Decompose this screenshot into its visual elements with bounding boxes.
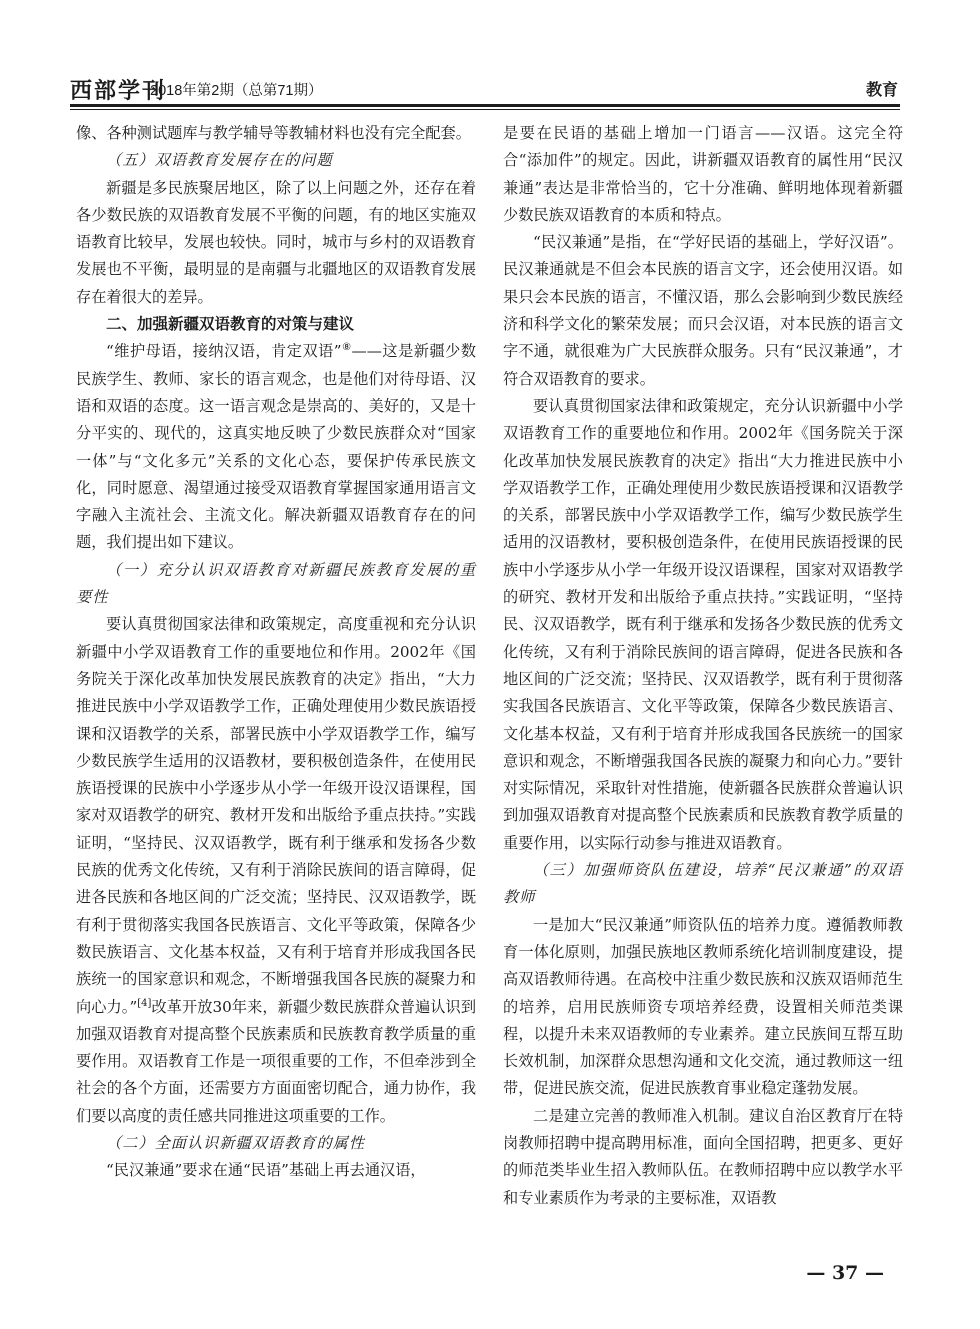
paragraph: “民汉兼通”是指，在“学好民语的基础上，学好汉语”。民汉兼通就是不但会本民族的语言文字，还会使用汉语。如果只会本民族的语言，不懂汉语，那么会影响到少数民族经济和科学文化的繁荣发展；而只会汉语，对本民族的语言文字不通，就很难为广大民族群众服务。只有“民汉兼通”，才符合双语教育的要求。 [503,233,903,388]
section-title: 教育 [865,80,898,99]
right-column [503,120,903,1212]
left-column [76,120,476,1185]
subsection-heading: （三）加强师资队伍建设，培养“民汉兼通”的双语教师 [503,861,903,907]
paragraph-text: 改革开放30年来，新疆少数民族群众普遍认识到加强双语教育对提高整个民族素质和民族教育教学质量的重要作用。双语教育工作是一项很重要的工作，不但牵涉到全社会的各个方面，还需要方方面面密切配合，通力协作，我们要以高度的责任感共同推进这项重要的工作。 [76,997,477,1125]
paragraph: 是要在民语的基础上增加一门语言——汉语。这完全符合“添加件”的规定。因此，讲新疆双语教育的属性用“民汉兼通”表达是非常恰当的，它十分准确、鲜明地体现着新疆少数民族双语教育的本质和特点。 [503,124,903,224]
footnote-ref: ⑧ [341,342,352,354]
paragraph: 像、各种测试题库与教学辅导等教辅材料也没有完全配套。 [76,124,471,142]
journal-logo: 西部学刊 [70,78,167,104]
paragraph-text: 要认真贯彻国家法律和政策规定，高度重视和充分认识新疆中小学双语教育工作的重要地位和作用。2002年《国务院关于深化改革加快发展民族教育的决定》指出，“大力推进民族中小学双语教学工作，正确处理使用少数民族语授课和汉语教学的关系，部署民族中小学双语教学工作，编写少数民族学生适用的汉语教材，要积极创造条件，在使用民族语授课的民族中小学逐步从小学一年级开设汉语课程，国家对双语教学的研究、教材开发和出版给予重点扶持。”实践证明，“坚持民、汉双语教学，既有利于继承和发扬各少数民族的优秀文化传统，又有利于消除民族间的语言障碍，促进各民族和各地区间的广泛交流；坚持民、汉双语教学，既有利于贯彻落实我国各民族语言、文化平等政策，保障各少数民族语言、文化基本权益，又有利于培育并形成我国各民族统一的国家意识和观念，不断增强我国各民族的凝聚力和向心力。” [76,615,476,1016]
paragraph: 一是加大“民汉兼通”师资队伍的培养力度。遵循教师教育一体化原则，加强民族地区教师系统化培训制度建设，提高双语教师待遇。在高校中注重少数民族和汉族双语师范生的培养，启用民族师资专项培养经费，设置相关师范类课程，以提升未来双语教师的专业素养。建立民族间互帮互助长效机制，加深群众思想沟通和文化交流，通过教师这一纽带，促进民族交流，促进民族教育事业稳定蓬勃发展。 [503,915,903,1098]
subsection-heading: （五）双语教育发展存在的问题 [106,151,333,170]
page-number: — 37 — [806,1262,884,1284]
subsection-heading: （二）全面认识新疆双语教育的属性 [106,1133,365,1152]
paragraph [76,338,476,556]
paragraph-text: ——这是新疆少数民族学生、教师、家长的语言观念，也是他们对待母语、汉语和双语的态度。这一语言观念是崇高的、美好的，又是十分平实的、现代的，这真实地反映了少数民族群众对“国家一体”与“文化多元”关系的文化心态，要保护传承民族文化，同时愿意、渴望通过接受双语教育掌握国家通用语言文字融入主流社会、主流文化。解决新疆双语教育存在的问题，我们提出如下建议。 [76,342,477,552]
subsection-heading: （一）充分认识双语教育对新疆民族教育发展的重要性 [76,560,476,607]
quote-text: “维护母语，接纳汉语，肯定双语” [106,342,342,361]
issue-info: 2018年第2期（总第71期） [150,83,323,99]
paragraph: 新疆是多民族聚居地区，除了以上问题之外，还存在着各少数民族的双语教育发展不平衡的问题，有的地区实施双语教育比较早，发展也较快。同时，城市与乡村的双语教育发展也不平衡，最明显的是南疆与北疆地区的双语教育发展存在着很大的差异。 [76,178,476,306]
section-heading: 二、加强新疆双语教育的对策与建议 [106,315,355,334]
running-header [70,70,900,104]
paragraph [76,611,476,1130]
paragraph: “民汉兼通”要求在通“民语”基础上再去通汉语， [106,1161,426,1180]
header-rule-thin [70,109,900,110]
citation-ref: [4] [137,997,152,1009]
paragraph: 要认真贯彻国家法律和政策规定，充分认识新疆中小学双语教育工作的重要地位和作用。2002年《国务院关于深化改革加快发展民族教育的决定》指出“大力推进民族中小学双语教学工作，正确处理使用少数民族语授课和汉语教学的关系，部署民族中小学双语教学工作，编写少数民族学生适用的汉语教材，要积极创造条件，在使用民族语授课的民族中小学逐步从小学一年级开设汉语课程，国家对双语教学的研究、教材开发和出版给予重点扶持。”实践证明，“坚持民、汉双语教学，既有利于继承和发扬各少数民族的优秀文化传统，又有利于消除民族间的语言障碍，促进各民族和各地区间的广泛交流；坚持民、汉双语教学，既有利于贯彻落实我国各民族语言、文化平等政策，保障各少数民族语言、文化基本权益，又有利于培育并形成我国各民族统一的国家意识和观念，不断增强我国各民族的凝聚力和向心力。”要针对实际情况，采取针对性措施，使新疆各民族群众普遍认识到加强双语教育对提高整个民族素质和民族教育教学质量的重要作用，以实际行动参与推进双语教育。 [503,396,903,852]
header-rule-thick [70,104,900,107]
paragraph: 二是建立完善的教师准入机制。建议自治区教育厅在特岗教师招聘中提高聘用标准，面向全国招聘，把更多、更好的师范类毕业生招入教师队伍。在教师招聘中应以教学水平和专业素质作为考录的主要标准，双语教 [503,1106,903,1207]
